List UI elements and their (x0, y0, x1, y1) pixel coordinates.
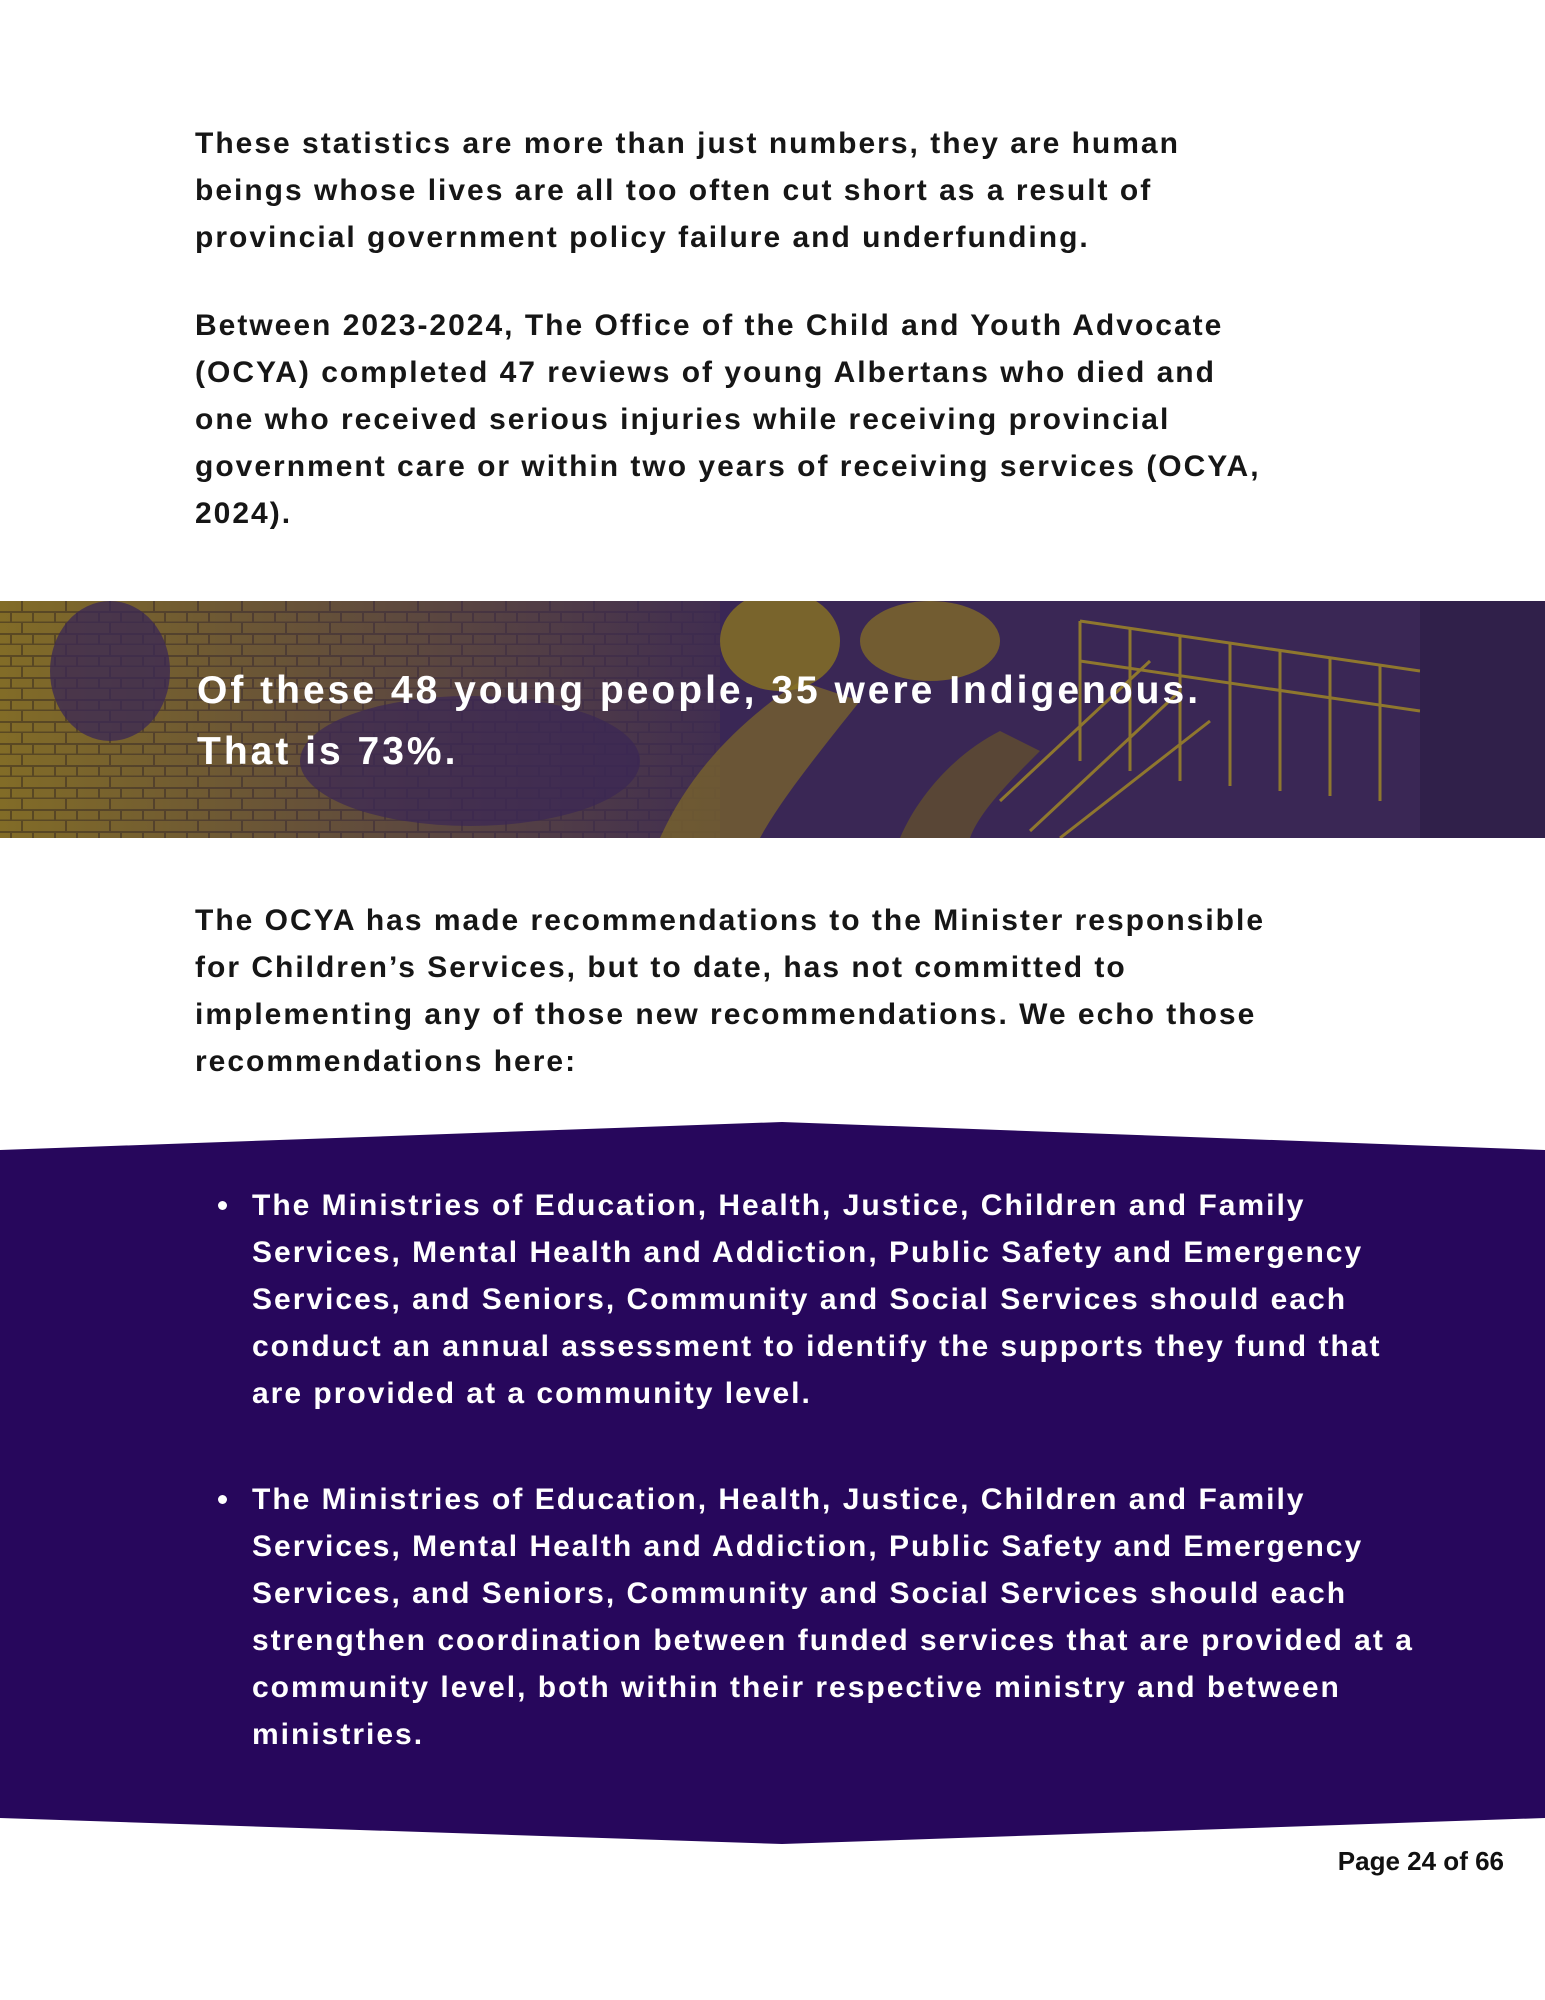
intro-paragraph-1: These statistics are more than just numbers, they are human beings whose lives are all too often cut short as a result of provincial government policy failure and underfunding. (195, 127, 1180, 254)
bullet-icon (218, 1495, 227, 1504)
recommendation-text: The Ministries of Education, Health, Justice, Children and Family Services, Mental Health and Addiction, Public Safety and Emergency Services, and Seniors, Community and Social Services should each strengthen coordination between funded services that are provided at a community level, both within their respective ministry and between ministries. (252, 1483, 1414, 1751)
list-item (218, 1476, 1428, 1758)
bullet-icon (218, 1201, 227, 1210)
recommendations-intro-paragraph: The OCYA has made recommendations to the Minister responsible for Children’s Services, but to date, has not committed to implementing any of those new recommendations. We echo those recommendations here: (195, 904, 1266, 1078)
recommendations-list (218, 1182, 1428, 1817)
recommendation-text: The Ministries of Education, Health, Justice, Children and Family Services, Mental Health and Addiction, Public Safety and Emergency Services, and Seniors, Community and Social Services should each conduct an annual assessment to identify the supports they fund that are provided at a community level. (252, 1189, 1382, 1410)
page-number: Page 24 of 66 (1337, 1846, 1504, 1876)
intro-paragraph-2: Between 2023-2024, The Office of the Child and Youth Advocate (OCYA) completed 47 reviews of young Albertans who died and one who received serious injuries while receiving provincial government care or within two years of receiving services (OCYA, 2024). (195, 309, 1261, 530)
list-item (218, 1182, 1428, 1417)
banner-statistic: Of these 48 young people, 35 were Indigenous. That is 73%. (197, 669, 1202, 773)
